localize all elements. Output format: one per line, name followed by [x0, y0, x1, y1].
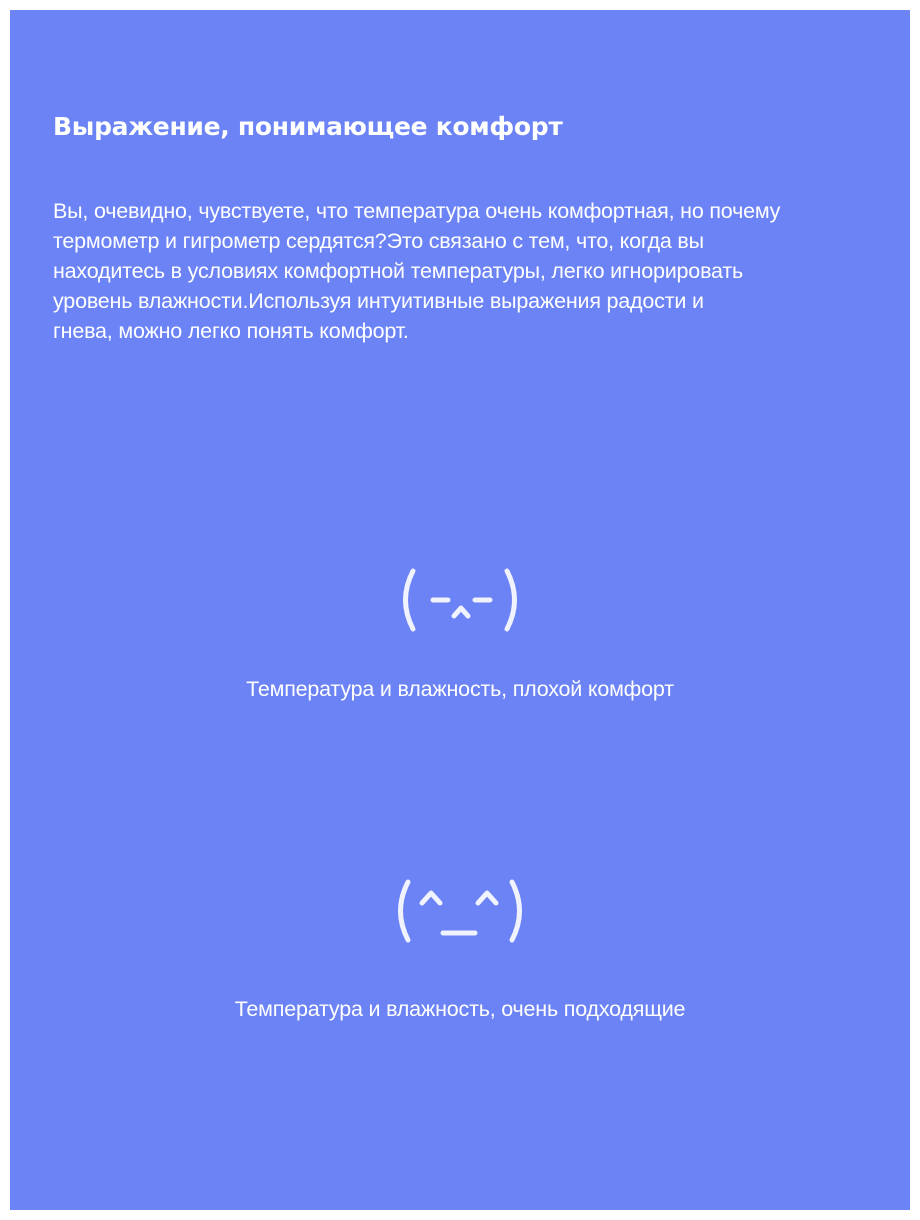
right-paren-icon: [507, 571, 515, 629]
description-line: термометр и гигрометр сердятся?Это связано с тем, что, когда вы: [53, 229, 704, 253]
right-eye-icon: [478, 893, 496, 903]
description-line: гнева, можно легко понять комфорт.: [53, 319, 409, 343]
right-paren-icon: [512, 882, 520, 940]
section-title: Выражение, понимающее комфорт: [53, 112, 563, 141]
left-paren-icon: [401, 882, 409, 940]
description-line: находитесь в условиях комфортной температуры, легко игнорировать: [53, 259, 743, 283]
section-description: [53, 196, 888, 346]
left-paren-icon: [406, 571, 414, 629]
displeased-face-icon: [360, 555, 560, 645]
description-line: Вы, очевидно, чувствуете, что температура очень комфортная, но почему: [53, 199, 781, 223]
comfortable-caption: Температура и влажность, очень подходящие: [234, 997, 686, 1021]
left-eye-icon: [422, 893, 440, 903]
happy-face-icon: [360, 870, 560, 960]
description-line: уровень влажности.Используя интуитивные выражения радости и: [53, 289, 704, 313]
nose-icon: [454, 608, 468, 616]
uncomfortable-caption: Температура и влажность, плохой комфорт: [246, 677, 674, 701]
feature-panel: [10, 10, 910, 1210]
